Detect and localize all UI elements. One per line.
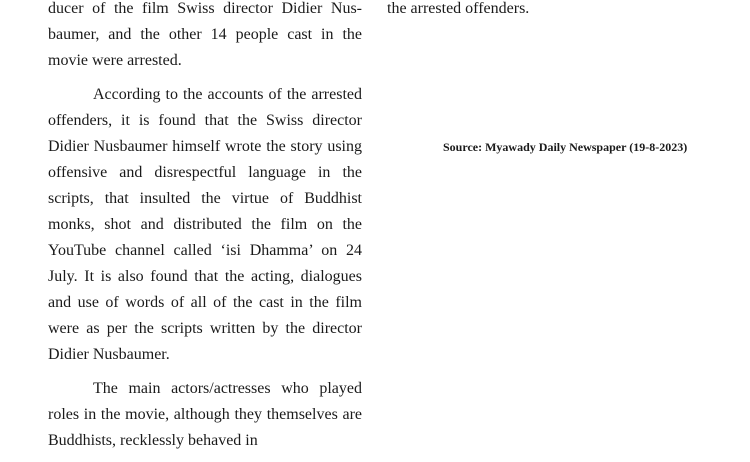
- right-text-column: [387, 0, 717, 22]
- source-citation: Source: Myawady Daily Newspaper (19-8-2023): [443, 140, 688, 154]
- paragraph-continuation: ducer of the film Swiss director Didier Nusbaumer, and the other 14 people cast in the movie were arrested.: [48, 0, 362, 69]
- paragraph-arrested-accounts: According to the accounts of the arrested offenders, it is found that the Swiss director Didier Nusbaumer himself wrote the story using offensive and disrespectful language in the scripts, that insulted the virtue of Buddhist monks, shot and distributed the film on the YouTube channel called ‘isi Dhamma’ on 24 July. It is also found that the acting, dialogues and use of words of all of the cast in the film were as per the scripts written by the director Didier Nusbaumer.: [48, 86, 362, 363]
- paragraph-right-continuation: the arrested offenders.: [387, 0, 530, 17]
- left-text-column: [48, 0, 362, 462]
- paragraph-main-actors: The main actors/actresses who played roles in the movie, although they themselves are Buddhists, recklessly behaved in: [48, 380, 362, 449]
